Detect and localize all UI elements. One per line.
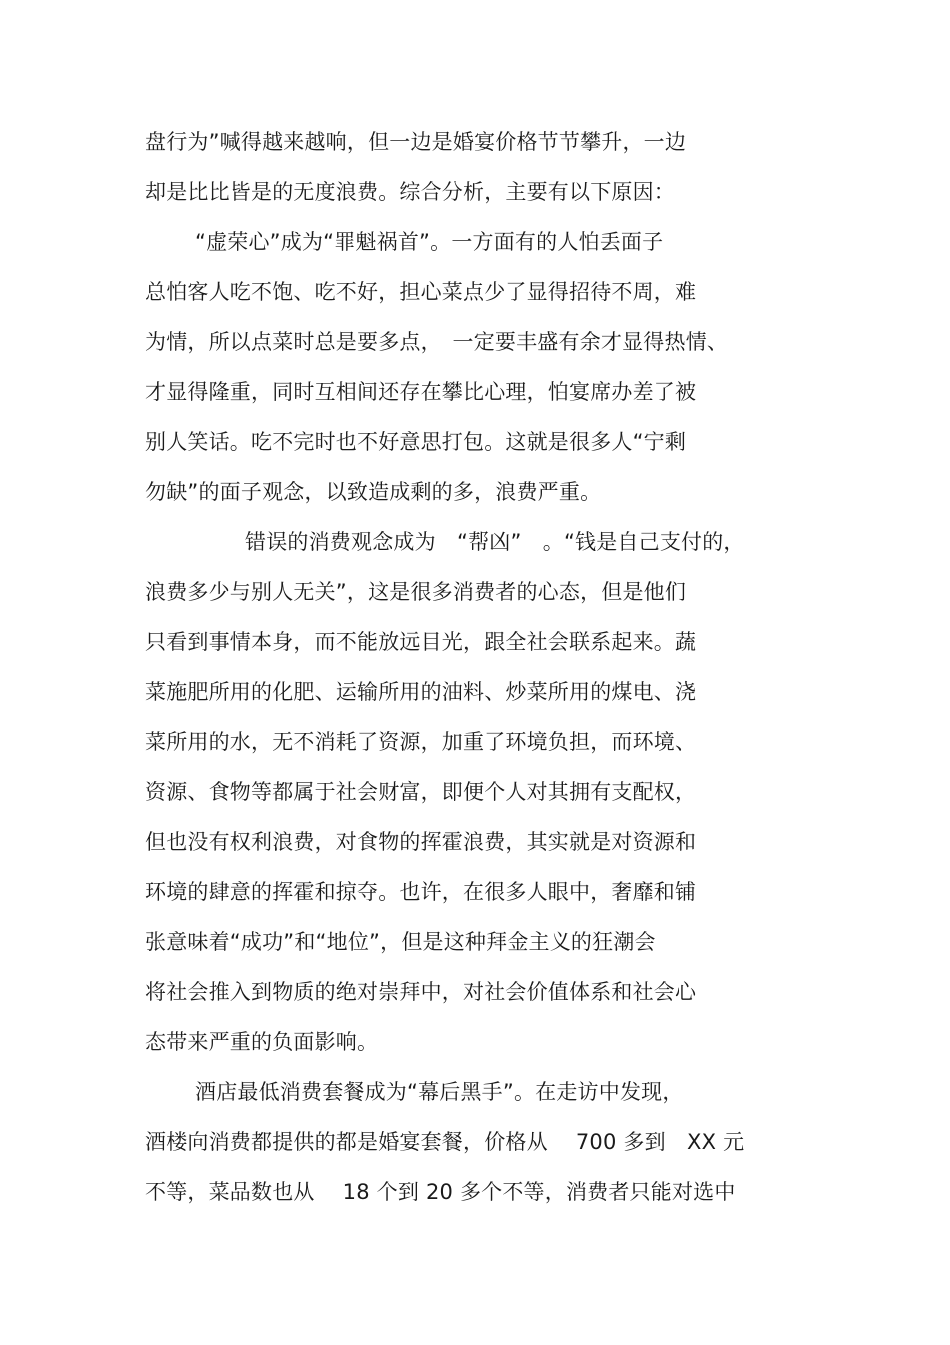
text-line: 为情，所以点菜时总是要多点， 一定要丰盛有余才显得热情、 xyxy=(145,330,729,354)
text-line: 张意味着“成功”和“地位”，但是这种拜金主义的狂潮会 xyxy=(145,930,656,954)
text-line: 但也没有权利浪费，对食物的挥霍浪费，其实就是对资源和 xyxy=(145,830,697,854)
text-line: 浪费多少与别人无关”，这是很多消费者的心态，但是他们 xyxy=(145,580,687,604)
text-line: 别人笑话。吃不完时也不好意思打包。这就是很多人“宁剩 xyxy=(145,430,687,454)
text-line: 酒楼向消费都提供的都是婚宴套餐，价格从 700 多到 XX 元 xyxy=(145,1130,745,1154)
text-line: 菜施肥所用的化肥、运输所用的油料、炒菜所用的煤电、浇 xyxy=(145,680,697,704)
paragraph-first-line: “虚荣心”成为“罪魁祸首”。一方面有的人怕丢面子 xyxy=(195,230,664,254)
paragraph-first-line: 酒店最低消费套餐成为“幕后黑手”。在走访中发现， xyxy=(195,1080,684,1104)
text-line: 勿缺”的面子观念，以致造成剩的多，浪费严重。 xyxy=(145,480,602,504)
text-line: 不等，菜品数也从 18 个到 20 多个不等，消费者只能对选中 xyxy=(145,1180,736,1204)
text-line: 菜所用的水，无不消耗了资源，加重了环境负担，而环境、 xyxy=(145,730,697,754)
paragraph-first-line: 错误的消费观念成为 “帮凶” 。“钱是自己支付的， xyxy=(245,530,745,554)
text-line: 将社会推入到物质的绝对崇拜中，对社会价值体系和社会心 xyxy=(145,980,697,1004)
text-line: 态带来严重的负面影响。 xyxy=(145,1030,379,1054)
text-line: 资源、食物等都属于社会财富，即便个人对其拥有支配权， xyxy=(145,780,697,804)
text-line: 盘行为”喊得越来越响，但一边是婚宴价格节节攀升，一边 xyxy=(145,130,687,154)
text-line: 环境的肆意的挥霍和掠夺。也许，在很多人眼中，奢靡和铺 xyxy=(145,880,697,904)
text-line: 只看到事情本身，而不能放远目光，跟全社会联系起来。蔬 xyxy=(145,630,697,654)
text-line: 却是比比皆是的无度浪费。综合分析，主要有以下原因： xyxy=(145,180,675,204)
text-line: 总怕客人吃不饱、吃不好，担心菜点少了显得招待不周，难 xyxy=(145,280,697,304)
text-line: 才显得隆重，同时互相间还存在攀比心理，怕宴席办差了被 xyxy=(145,380,697,404)
